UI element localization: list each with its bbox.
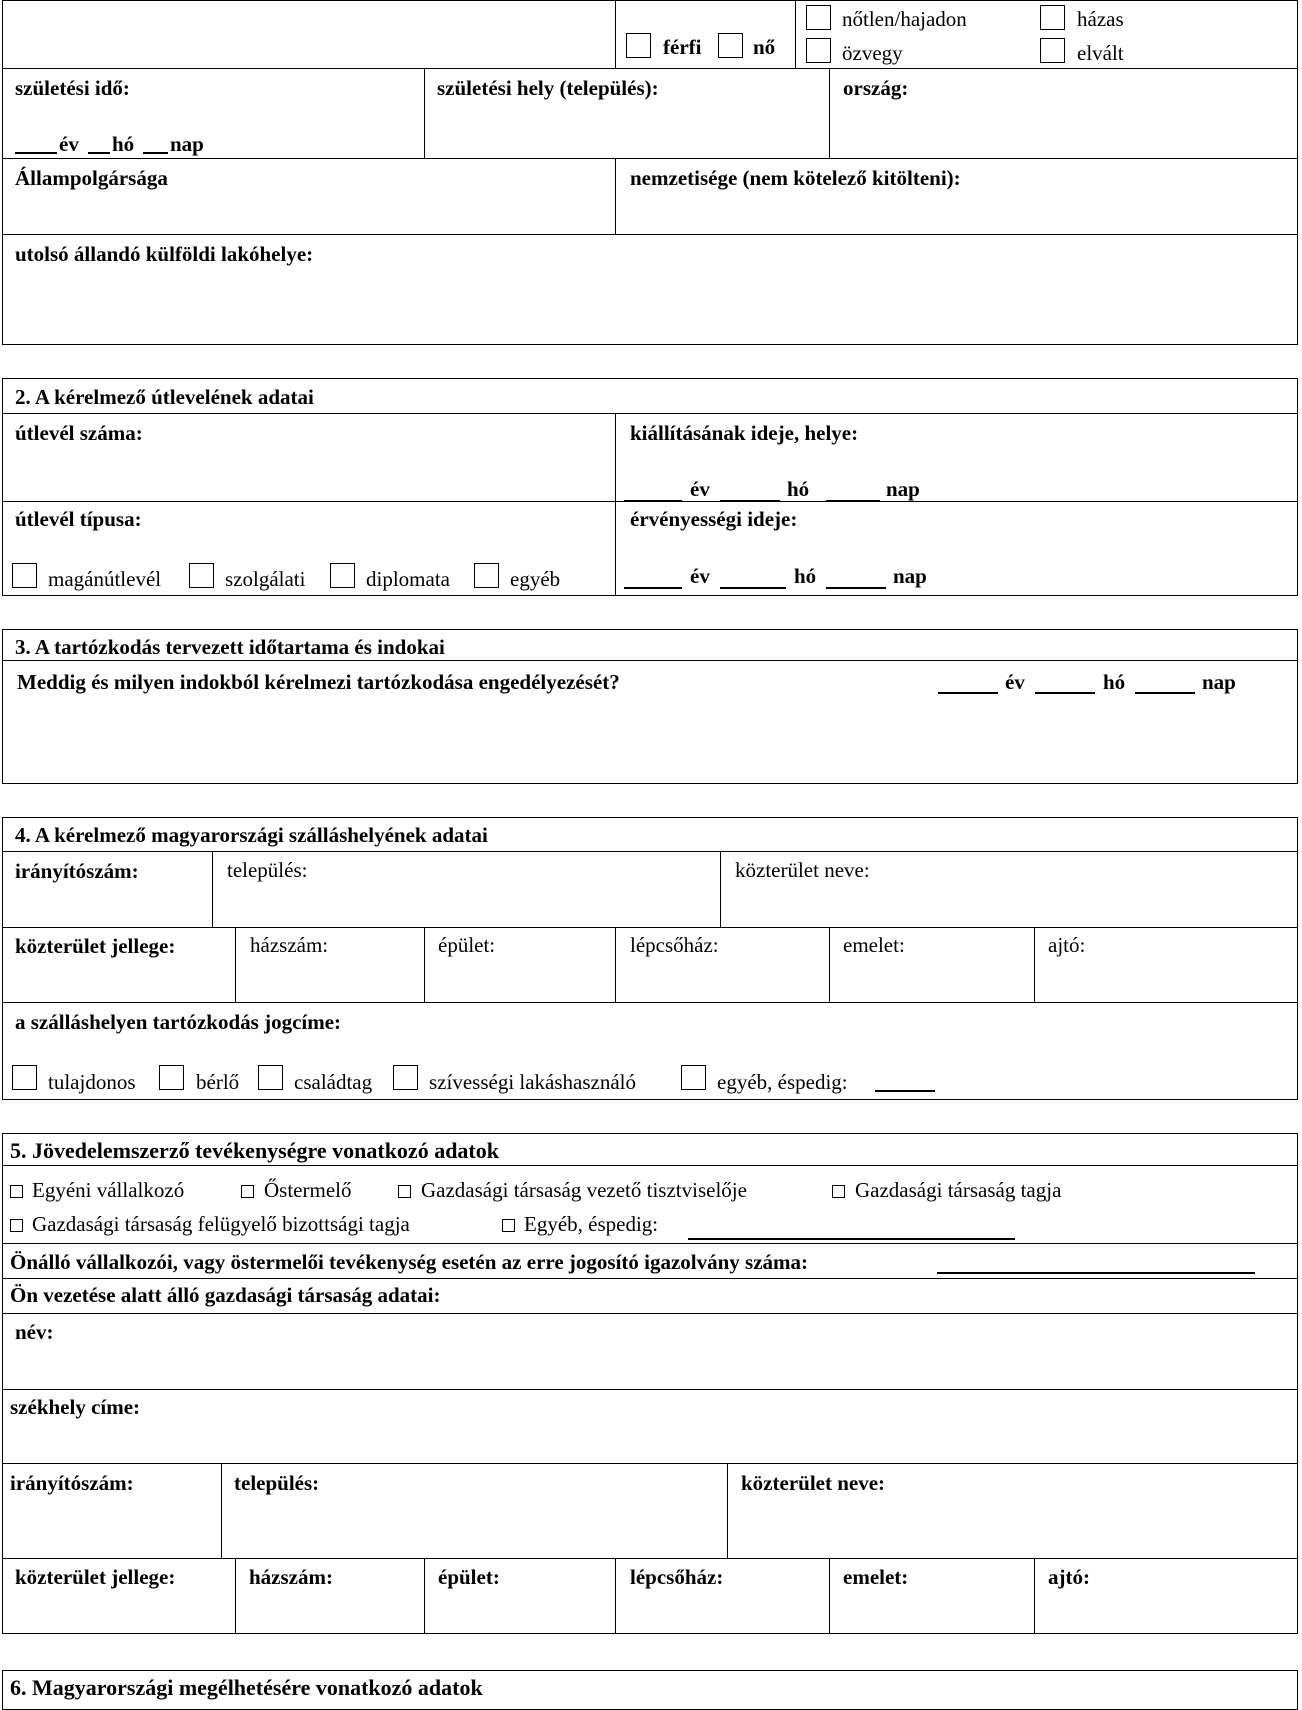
seat-address-label: székhely címe: xyxy=(10,1395,141,1419)
divider xyxy=(2,927,1298,928)
activity-option: Egyéb, éspedig: xyxy=(524,1212,659,1236)
divider xyxy=(2,234,1298,235)
divider xyxy=(2,1463,1298,1464)
postcode-label: irányítószám: xyxy=(15,859,139,883)
divider xyxy=(615,927,616,1002)
divider xyxy=(2,851,1298,852)
nationality-label: nemzetisége (nem kötelező kitölteni): xyxy=(630,166,961,190)
private-passport-checkbox[interactable] xyxy=(12,563,37,588)
sole-trader-checkbox[interactable] xyxy=(10,1185,23,1198)
female-checkbox[interactable] xyxy=(718,33,743,58)
passport-type-label: útlevél típusa: xyxy=(15,507,142,531)
farmer-checkbox[interactable] xyxy=(241,1185,254,1198)
blank-line[interactable] xyxy=(624,587,682,589)
blank-line[interactable] xyxy=(688,1238,1015,1240)
blank-line[interactable] xyxy=(88,152,110,154)
service-passport-checkbox[interactable] xyxy=(189,563,214,588)
divorced-label: elvált xyxy=(1077,41,1124,65)
activity-option: Őstermelő xyxy=(264,1178,352,1202)
door-label: ajtó: xyxy=(1048,933,1086,957)
divider xyxy=(720,851,721,927)
divider xyxy=(2,1313,1298,1314)
door-label: ajtó: xyxy=(1048,1565,1090,1589)
issue-label: kiállításának ideje, helye: xyxy=(630,421,859,445)
section-5-title: 5. Jövedelemszerző tevékenységre vonatkozó adatok xyxy=(10,1138,499,1163)
type-option: magánútlevél xyxy=(48,567,162,591)
blank-line[interactable] xyxy=(937,1272,1255,1274)
divider xyxy=(235,1558,236,1634)
postcode-label: irányítószám: xyxy=(10,1471,134,1495)
divider xyxy=(795,0,796,68)
house-number-label: házszám: xyxy=(250,933,329,957)
street-type-label: közterület jellege: xyxy=(15,934,176,958)
legal-option: szívességi lakáshasználó xyxy=(429,1070,637,1094)
settlement-label: település: xyxy=(227,858,308,882)
day-label: nap xyxy=(886,477,920,501)
divider xyxy=(424,68,425,158)
citizenship-label: Állampolgársága xyxy=(15,166,168,190)
female-label: nő xyxy=(753,35,776,59)
single-checkbox[interactable] xyxy=(806,5,831,30)
divider xyxy=(2,1278,1298,1279)
divider xyxy=(615,1558,616,1634)
legal-option: családtag xyxy=(294,1070,373,1094)
divider xyxy=(829,927,830,1002)
type-option: szolgálati xyxy=(225,567,306,591)
activity-option: Egyéni vállalkozó xyxy=(32,1178,185,1202)
divider xyxy=(2,413,1298,414)
divider xyxy=(2,68,1298,69)
activity-option: Gazdasági társaság tagja xyxy=(855,1178,1062,1202)
diplomatic-passport-checkbox[interactable] xyxy=(330,563,355,588)
divider xyxy=(2,1558,1298,1559)
floor-label: emelet: xyxy=(843,933,905,957)
widowed-label: özvegy xyxy=(842,41,903,65)
activity-option: Gazdasági társaság vezető tisztviselője xyxy=(421,1178,747,1202)
owner-checkbox[interactable] xyxy=(12,1065,37,1090)
blank-line[interactable] xyxy=(938,692,998,694)
divider xyxy=(2,158,1298,159)
passport-number-label: útlevél száma: xyxy=(15,421,143,445)
birth-date-label: születési idő: xyxy=(15,76,130,100)
courtesy-user-checkbox[interactable] xyxy=(393,1065,418,1090)
street-type-label: közterület jellege: xyxy=(15,1565,176,1589)
family-member-checkbox[interactable] xyxy=(258,1065,283,1090)
other-legal-checkbox[interactable] xyxy=(681,1065,706,1090)
legal-option: tulajdonos xyxy=(48,1070,136,1094)
legal-title-label: a szálláshelyen tartózkodás jogcíme: xyxy=(15,1010,342,1034)
building-label: épület: xyxy=(438,933,496,957)
supervisory-board-checkbox[interactable] xyxy=(10,1219,23,1232)
country-label: ország: xyxy=(843,76,909,100)
floor-label: emelet: xyxy=(843,1565,909,1589)
type-option: egyéb xyxy=(510,567,561,591)
section-2-title: 2. A kérelmező útlevelének adatai xyxy=(15,385,314,409)
settlement-label: település: xyxy=(234,1471,320,1495)
company-data-label: Ön vezetése alatt álló gazdasági társaság adatai: xyxy=(10,1283,441,1307)
married-checkbox[interactable] xyxy=(1040,5,1065,30)
year-label: év xyxy=(690,564,710,588)
street-name-label: közterület neve: xyxy=(741,1471,886,1495)
divider xyxy=(424,927,425,1002)
day-label: nap xyxy=(1202,670,1236,694)
type-option: diplomata xyxy=(366,567,450,591)
stay-question: Meddig és milyen indokból kérelmezi tartózkodása engedélyezését? xyxy=(17,670,620,694)
divorced-checkbox[interactable] xyxy=(1040,38,1065,63)
legal-option: egyéb, éspedig: xyxy=(717,1070,848,1094)
other-activity-checkbox[interactable] xyxy=(502,1219,515,1232)
day-label: nap xyxy=(893,564,927,588)
birth-place-label: születési hely (település): xyxy=(437,76,659,100)
street-name-label: közterület neve: xyxy=(735,858,870,882)
company-name-label: név: xyxy=(15,1320,54,1344)
divider xyxy=(2,1243,1298,1244)
divider xyxy=(212,851,213,927)
widowed-checkbox[interactable] xyxy=(806,38,831,63)
member-checkbox[interactable] xyxy=(832,1185,845,1198)
house-number-label: házszám: xyxy=(249,1565,333,1589)
divider xyxy=(2,1165,1298,1166)
divider xyxy=(1034,927,1035,1002)
validity-label: érvényességi ideje: xyxy=(630,507,798,531)
month-label: hó xyxy=(794,564,817,588)
day-label: nap xyxy=(170,132,204,156)
divider xyxy=(2,660,1298,661)
staircase-label: lépcsőház: xyxy=(630,1565,724,1589)
year-label: év xyxy=(59,132,79,156)
staircase-label: lépcsőház: xyxy=(630,933,719,957)
tenant-checkbox[interactable] xyxy=(159,1065,184,1090)
blank-line[interactable] xyxy=(143,152,168,154)
section-4-frame xyxy=(2,817,1298,1100)
divider xyxy=(615,413,616,596)
divider xyxy=(2,1002,1298,1003)
blank-line[interactable] xyxy=(15,152,57,154)
divider xyxy=(221,1463,222,1558)
section-4-title: 4. A kérelmező magyarországi szálláshelyének adatai xyxy=(15,823,488,847)
other-passport-checkbox[interactable] xyxy=(474,563,499,588)
activity-option: Gazdasági társaság felügyelő bizottsági tagja xyxy=(32,1212,410,1236)
blank-line[interactable] xyxy=(826,587,886,589)
year-label: év xyxy=(1005,670,1025,694)
executive-checkbox[interactable] xyxy=(398,1185,411,1198)
section-6-title: 6. Magyarországi megélhetésére vonatkozó adatok xyxy=(10,1675,483,1700)
divider xyxy=(727,1463,728,1558)
year-label: év xyxy=(690,477,710,501)
married-label: házas xyxy=(1077,7,1124,31)
divider xyxy=(2,1389,1298,1390)
legal-option: bérlő xyxy=(196,1070,240,1094)
divider xyxy=(829,1558,830,1634)
blank-line[interactable] xyxy=(720,587,786,589)
blank-line[interactable] xyxy=(1135,692,1195,694)
blank-line[interactable] xyxy=(1035,692,1095,694)
blank-line[interactable] xyxy=(875,1090,935,1092)
divider xyxy=(1034,1558,1035,1634)
divider xyxy=(615,0,616,68)
divider xyxy=(2,501,1298,502)
divider xyxy=(829,68,830,158)
month-label: hó xyxy=(112,132,135,156)
month-label: hó xyxy=(787,477,810,501)
single-label: nőtlen/hajadon xyxy=(842,7,967,31)
divider xyxy=(424,1558,425,1634)
building-label: épület: xyxy=(438,1565,500,1589)
divider xyxy=(615,158,616,234)
last-residence-label: utolsó állandó külföldi lakóhelye: xyxy=(15,242,314,266)
section-3-title: 3. A tartózkodás tervezett időtartama és indokai xyxy=(15,635,445,659)
month-label: hó xyxy=(1103,670,1126,694)
divider xyxy=(235,927,236,1002)
male-checkbox[interactable] xyxy=(626,33,651,58)
male-label: férfi xyxy=(663,35,702,59)
license-number-label: Önálló vállalkozói, vagy östermelői tevékenység esetén az erre jogosító igazolvány száma: xyxy=(10,1250,809,1274)
